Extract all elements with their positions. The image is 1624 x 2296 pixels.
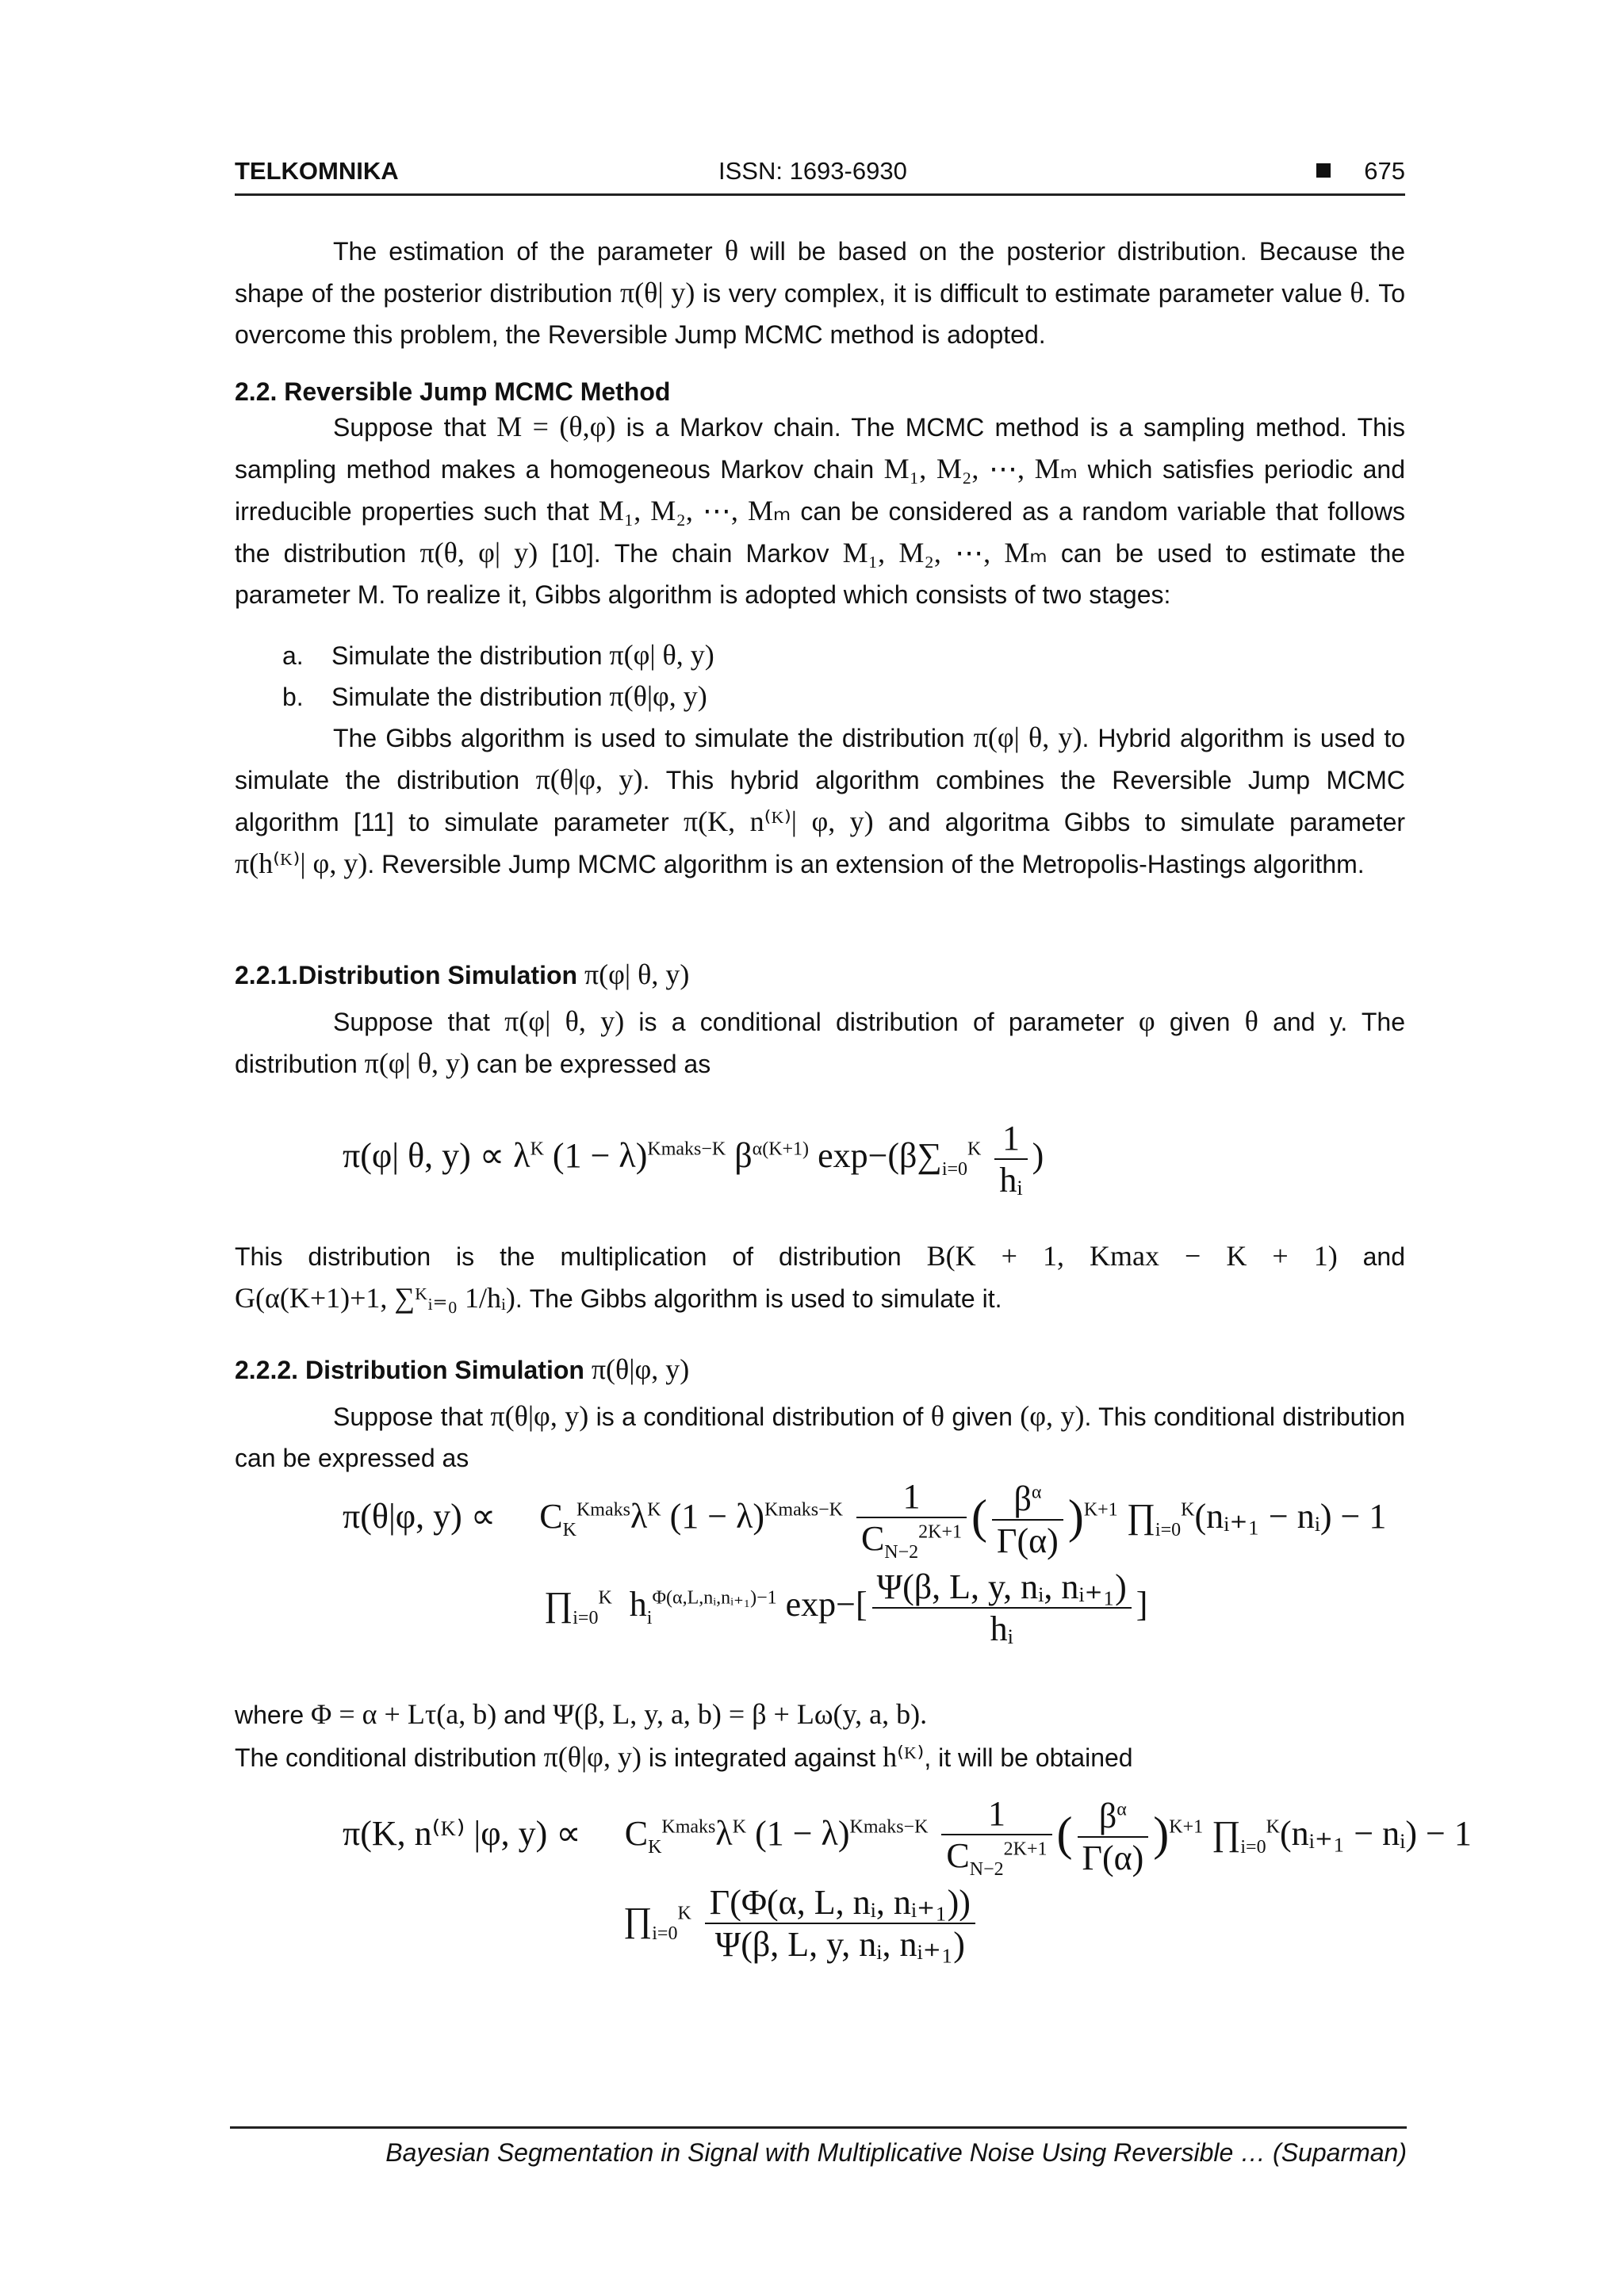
- fraction: $\frac{\beta^\alpha}{\Gamma(\alpha)}$: [992, 1479, 1063, 1561]
- paragraph-gibbs-hybrid: The Gibbs algorithm is used to simulate the distribution π(φ| θ, y). Hybrid algorithm is used to simulate the distribution π(θ|φ, y). This hybrid algorithm combines the Reversible Jump MCMC algorithm [11] to simulate parameter π(K, n⁽ᴷ⁾| φ, y) and algoritma Gibbs to simulate parameter π(h⁽ᴷ⁾| φ, y). Reversible Jump MCMC algorithm is an extension of the Metropolis-Hastings algorithm.: [235, 721, 1406, 879]
- square-bullet-icon: [1316, 163, 1331, 178]
- equation-1: π(φ| θ, $y) \propto \lambda^K$ $(1 - \lambda)^{Kmaks-K}$ $\beta^{\alpha(K+1)}$ $\exp-(\beta\sum_{i=0}^K$ $\frac{1}{\text{hᵢ}}$ ): [343, 1119, 1044, 1200]
- page-number-area: [1316, 157, 1405, 186]
- journal-name: TELKOMNIKA: [235, 157, 399, 185]
- paragraph-estimation: The estimation of the parameter θ will be based on the posterior distribution. Because the shape of the posterior distribution π(θ| y) is very complex, it is difficult to estimate parameter value θ. To overcome this problem, the Reversible Jump MCMC method is adopted.: [235, 235, 1406, 349]
- list-item: b. Simulate the distribution π(θ|φ, y): [282, 680, 707, 712]
- paragraph-conditional-phi: Suppose that π(φ| θ, y) is a conditional distribution of parameter φ given θ and y. The distribution π(φ| θ, y) can be expressed as: [235, 1005, 1405, 1079]
- issn: ISSN: 1693-6930: [718, 157, 907, 185]
- fraction: $\frac{\beta^\alpha}{\Gamma(\alpha)}$: [1078, 1796, 1149, 1878]
- paragraph-markov-chain: Suppose that M = (θ,φ) is a Markov chain. The MCMC method is a sampling method. This sampling method makes a homogeneous Markov chain M₁, M₂, ⋯, Mₘ which satisfies periodic and irreducible properties such that M₁, M₂, ⋯, Mₘ can be considered as a random variable that follows the distribution π(θ, φ| y) [10]. The chain Markov M₁, M₂, ⋯, Mₘ can be used to estimate the parameter M. To realize it, Gibbs algorithm is adopted which consists of two stages:: [235, 411, 1406, 609]
- section-heading-2-2: 2.2. Reversible Jump MCMC Method: [235, 377, 671, 406]
- list-item: a. Simulate the distribution π(φ| θ, y): [282, 639, 714, 671]
- paragraph-integrated: The conditional distribution π(θ|φ, y) is integrated against h⁽ᴷ⁾, it will be obtained: [235, 1741, 1133, 1773]
- equation-3-line-2: $\prod_{i=0}^K$ $\frac{\text{Γ(Φ(α, L, nᵢ, nᵢ₊₁))}}{\text{Ψ(β, L, y, nᵢ, nᵢ₊₁)}}$: [623, 1882, 980, 1965]
- paragraph-conditional-theta: Suppose that π(θ|φ, y) is a conditional distribution of θ given (φ, y). This conditional distribution can be expressed as: [235, 1400, 1406, 1472]
- equation-3-line-1: π(K, n⁽ᴷ⁾ |φ, y) ∝ $C_K^{Kmaks}\lambda^K$ $(1 - \lambda)^{Kmaks-K}$ $\frac{1}{C_{N-2}^{2K+1}}$ ( $\frac{\beta^\alpha}{\Gamma(\alpha)}$ )$^{K+1}$ $\prod_{i=0}^K(nᵢ_{+1}$ − nᵢ) − 1: [343, 1794, 1472, 1880]
- equation-2-line-2: $\prod_{i=0}^K$ $h_i^{\Phi(\alpha,L,nᵢ,nᵢ_{+1})-1}$ exp−[ $\frac{\text{Ψ(β, L, y, nᵢ, nᵢ₊₁)}}{\text{hᵢ}}$ ]: [544, 1567, 1148, 1648]
- fraction: $\frac{\text{Γ(Φ(α, L, nᵢ, nᵢ₊₁))}}{\text{Ψ(β, L, y, nᵢ, nᵢ₊₁)}}$: [705, 1882, 975, 1965]
- paragraph-multiplication: This distribution is the multiplication of distribution B(K + 1, Kmax − K + 1) and G(α(K+1)+1, ∑ᴷᵢ₌₀ 1/hᵢ). The Gibbs algorithm is used to simulate it.: [235, 1240, 1406, 1314]
- fraction: $\frac{1}{C_{N-2}^{2K+1}}$: [941, 1793, 1051, 1881]
- fraction: $\frac{\text{Ψ(β, L, y, nᵢ, nᵢ₊₁)}}{\text{hᵢ}}$: [872, 1567, 1132, 1649]
- page-header: [235, 157, 1405, 196]
- fraction: $\frac{1}{\text{hᵢ}}$: [994, 1118, 1027, 1200]
- page-number: 675: [1364, 157, 1405, 185]
- paragraph-where: where Φ = α + Lτ(a, b) and Ψ(β, L, y, a, b) = β + Lω(y, a, b).: [235, 1698, 928, 1730]
- section-heading-2-2-1: 2.2.1.Distribution Simulation π(φ| θ, y): [235, 959, 690, 990]
- page-footer: Bayesian Segmentation in Signal with Multiplicative Noise Using Reversible … (Suparman): [230, 2126, 1407, 2168]
- section-heading-2-2-2: 2.2.2. Distribution Simulation π(θ|φ, y): [235, 1353, 690, 1385]
- equation-2-line-1: π(θ|φ, y) ∝ $C_K^{Kmaks}\lambda^K$ $(1 - \lambda)^{Kmaks-K}$ $\frac{1}{C_{N-2}^{2K+1}}$ ( $\frac{\beta^\alpha}{\Gamma(\alpha)}$ )$^{K+1}$ $\prod_{i=0}^K(nᵢ_{+1}$ − nᵢ) − 1: [343, 1477, 1387, 1563]
- fraction: $\frac{1}{C_{N-2}^{2K+1}}$: [856, 1476, 967, 1563]
